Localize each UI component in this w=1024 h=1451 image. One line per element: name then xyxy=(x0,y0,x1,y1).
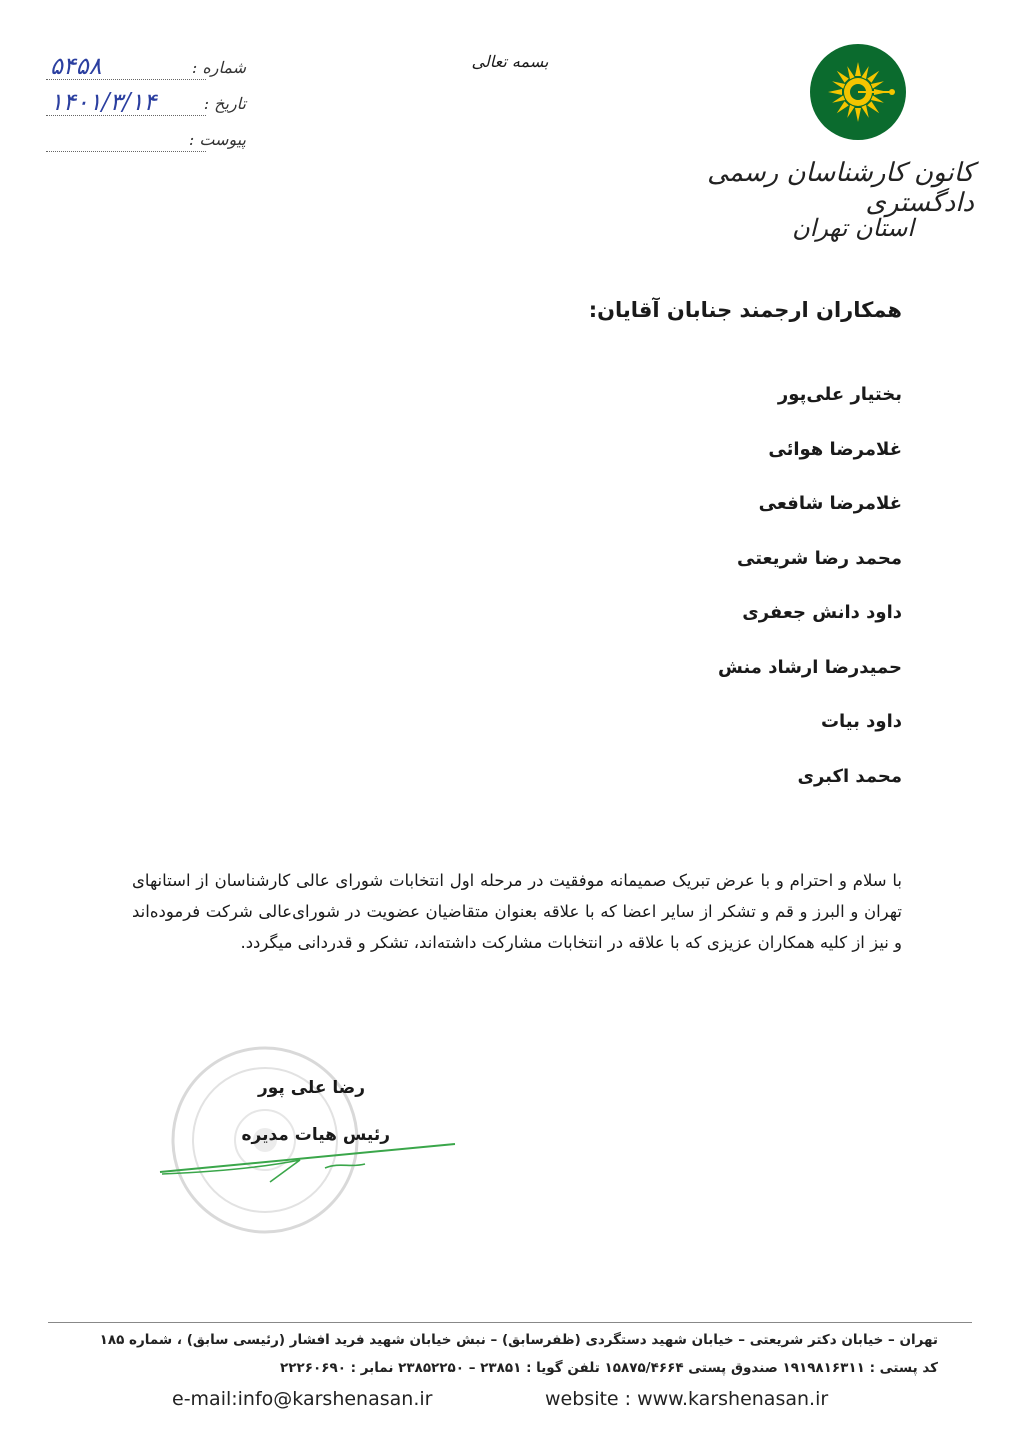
letter-date-value: ۱۴۰۱/۳/۱۴ xyxy=(50,88,157,116)
organization-name: کانون کارشناسان رسمی دادگستری xyxy=(707,158,974,218)
letter-date-label: تاریخ : xyxy=(203,94,246,113)
recipient-name: محمد رضا شریعتی xyxy=(736,547,902,569)
footer-address: تهران – خیابان دکتر شریعتی – خیابان شهید دستگردی (ظفرسابق) – نبش خیابان شهید فرید افشار (رئیسی سابق) ، شماره ۱۸۵ xyxy=(99,1332,938,1348)
letter-date-row xyxy=(46,88,246,120)
handwritten-signature-icon xyxy=(150,1138,470,1188)
recipient-name: حمیدرضا ارشاد منش xyxy=(718,656,902,678)
letter-attachment-line xyxy=(46,151,206,152)
footer-email: e-mail:info@karshenasan.ir xyxy=(172,1388,433,1410)
signatory-title: رئیس هیات مدیره xyxy=(241,1125,390,1145)
organization-logo-icon xyxy=(808,42,908,142)
recipient-name: غلامرضا هوائی xyxy=(768,438,902,460)
footer-contacts: کد پستی : ۱۹۱۹۸۱۶۳۱۱ صندوق پستی ۱۵۸۷۵/۴۶۶۴ تلفن گویا : ۲۳۸۵۱ – ۲۳۸۵۲۲۵۰ نمابر : ۲۲۲۶۰۶۹۰ xyxy=(280,1360,938,1376)
letter-number-row xyxy=(46,52,246,84)
letter-body: با سلام و احترام و با عرض تبریک صمیمانه موفقیت در مرحله اول انتخابات شورای عالی کارشناسان از استانهای تهران و البرز و قم و تشکر از سایر اعضا که با علاقه بعنوان متقاضیان عضویت در شورای‌عالی شرکت فرموده‌اند و نیز از کلیه همکاران عزیزی که با علاقه در انتخابات مشارکت داشته‌اند، تشکر و قدردانی میگردد. xyxy=(132,870,902,952)
organization-province: استان تهران xyxy=(792,214,914,242)
letter-greeting: همکاران ارجمند جنابان آقایان: xyxy=(588,298,902,322)
recipient-name: محمد اکبری xyxy=(797,765,902,787)
recipient-name: بختیار علی‌پور xyxy=(777,384,902,405)
recipient-list xyxy=(502,380,902,816)
recipient-name: غلامرضا شافعی xyxy=(758,493,902,514)
footer-divider xyxy=(48,1322,972,1323)
letter-attachment-label: پیوست : xyxy=(188,130,246,149)
recipient-name: داود دانش جعفری xyxy=(742,602,902,623)
letter-attachment-row xyxy=(46,130,246,156)
footer-website: website : www.karshenasan.ir xyxy=(545,1388,829,1410)
recipient-name: داود بیات xyxy=(820,711,902,732)
basmala: بسمه تعالی xyxy=(471,52,549,71)
signatory-name: رضا علی پور xyxy=(257,1078,365,1098)
letter-number-label: شماره : xyxy=(191,58,246,77)
letter-number-value: ۵۴۵۸ xyxy=(50,52,102,80)
